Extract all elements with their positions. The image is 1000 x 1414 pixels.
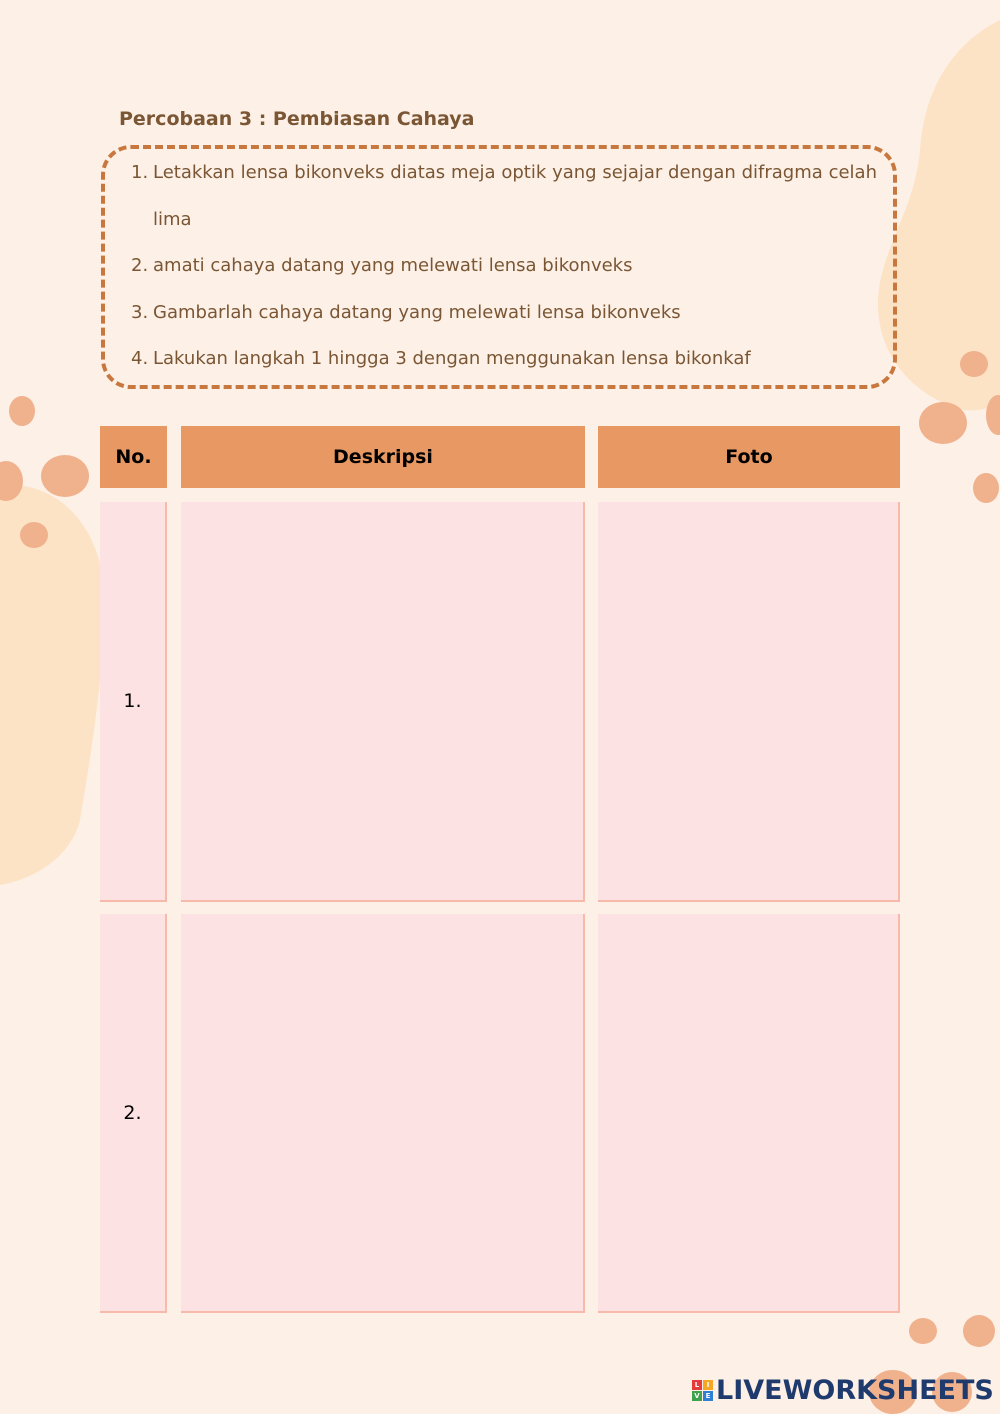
instruction-step <box>131 290 877 337</box>
blob-left <box>0 485 105 885</box>
dot <box>9 396 35 426</box>
logo-letter: I <box>703 1380 713 1390</box>
liveworksheets-logo-icon <box>692 1380 713 1401</box>
step-number: 2. <box>131 255 149 276</box>
step-text: amati cahaya datang yang melewati lensa bikonveks <box>153 255 633 276</box>
header-no: No. <box>100 426 167 488</box>
description-cell-input[interactable] <box>181 502 585 902</box>
dot <box>960 351 988 377</box>
row-number: 1. <box>123 690 142 712</box>
header-description: Deskripsi <box>181 426 585 488</box>
row-number-cell <box>100 914 167 1313</box>
step-number: 1. <box>131 162 149 183</box>
logo-letter: E <box>703 1391 713 1401</box>
step-text: Gambarlah cahaya datang yang melewati lensa bikonveks <box>153 301 681 323</box>
step-text: Lakukan langkah 1 hingga 3 dengan menggunakan lensa bikonkaf <box>153 348 751 369</box>
instruction-step <box>131 336 877 383</box>
step-number: 3. <box>131 301 149 323</box>
liveworksheets-brand <box>692 1374 994 1406</box>
photo-cell-input[interactable] <box>598 914 900 1313</box>
dot <box>919 402 967 444</box>
brand-name: LIVEWORKSHEETS <box>716 1374 994 1406</box>
dot <box>973 473 999 503</box>
photo-cell-input[interactable] <box>598 502 900 902</box>
instruction-step <box>131 150 877 243</box>
dot <box>41 455 89 497</box>
row-number-cell <box>100 502 167 902</box>
dot <box>963 1315 995 1347</box>
step-text: Letakkan lensa bikonveks diatas meja optik yang sejajar dengan difragma celah lima <box>153 162 877 230</box>
instructions-list <box>131 150 877 383</box>
description-cell-input[interactable] <box>181 914 585 1313</box>
dot <box>909 1318 937 1344</box>
row-number: 2. <box>123 1101 142 1124</box>
logo-letter: V <box>692 1391 702 1401</box>
worksheet-title: Percobaan 3 : Pembiasan Cahaya <box>119 108 475 130</box>
header-photo: Foto <box>598 426 900 488</box>
dot <box>20 522 48 548</box>
logo-letter: L <box>692 1380 702 1390</box>
step-number: 4. <box>131 348 149 369</box>
instruction-step <box>131 243 877 290</box>
